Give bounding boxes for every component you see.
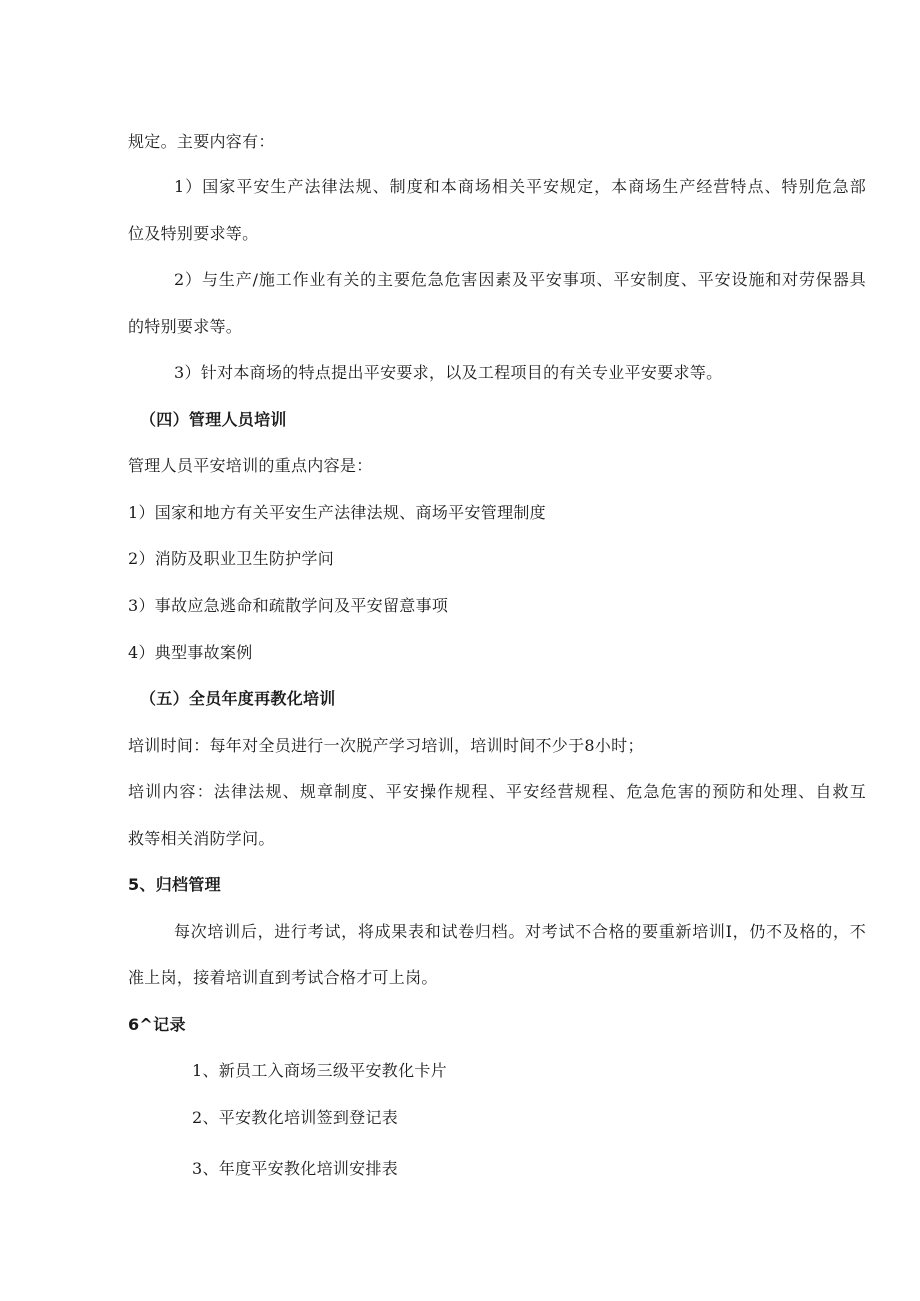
record-item-1: 1、新员工入商场三级平安教化卡片 [192,1061,447,1080]
section-heading-archive: 5、归档管理 [128,875,221,894]
paragraph-training-time: 培训时间：每年对全员进行一次脱产学习培训，培训时间不少于8小时； [128,736,644,755]
paragraph-archive-continued: 准上岗，接着培训直到考试合格才可上岗。 [128,968,438,987]
list-item-1-continued: 位及特别要求等。 [128,224,259,243]
list-item-management-3: 3）事故应急逃命和疏散学问及平安留意事项 [128,596,449,615]
list-item-2: 2）与生产/施工作业有关的主要危急危害因素及平安事项、平安制度、平安设施和对劳保器具 [174,270,866,289]
paragraph-intro: 规定。主要内容有： [128,132,275,151]
paragraph-archive: 每次培训后，进行考试，将成果表和试卷归档。对考试不合格的要重新培训I，仍不及格的，不 [174,922,866,941]
paragraph-management: 管理人员平安培训的重点内容是： [128,456,373,475]
paragraph-training-content: 培训内容：法律法规、规章制度、平安操作规程、平安经营规程、危急危害的预防和处理、自救互 [128,782,866,801]
list-item-management-1: 1）国家和地方有关平安生产法律法规、商场平安管理制度 [128,503,546,522]
list-item-3: 3）针对本商场的特点提出平安要求，以及工程项目的有关专业平安要求等。 [174,363,723,382]
section-heading-5: （五）全员年度再教化培训 [140,689,336,708]
record-item-2: 2、平安教化培训签到登记表 [192,1108,399,1127]
paragraph-training-content-continued: 救等相关消防学问。 [128,829,275,848]
list-item-2-continued: 的特别要求等。 [128,317,243,336]
section-heading-records: 6^记录 [128,1015,186,1034]
list-item-management-4: 4）典型事故案例 [128,643,253,662]
section-heading-4: （四）管理人员培训 [140,410,287,429]
list-item-1: 1）国家平安生产法律法规、制度和本商场相关平安规定，本商场生产经营特点、特别危急部 [174,177,866,196]
list-item-management-2: 2）消防及职业卫生防护学问 [128,549,335,568]
record-item-3: 3、年度平安教化培训安排表 [192,1159,399,1178]
